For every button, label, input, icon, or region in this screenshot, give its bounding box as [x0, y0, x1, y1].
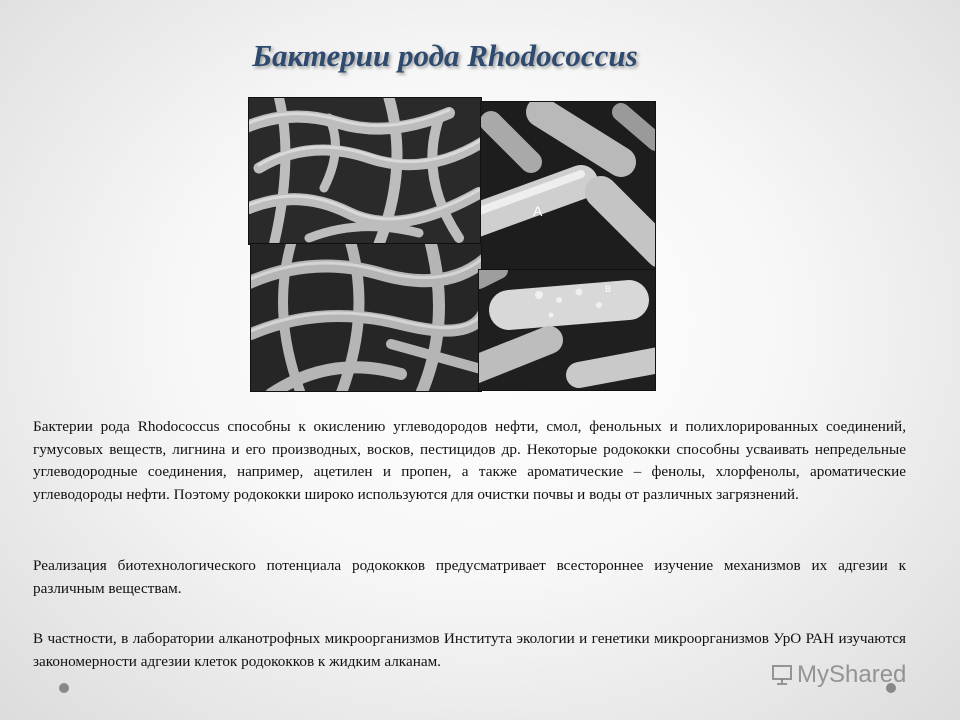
- presentation-icon: [770, 663, 794, 687]
- slide-title: Бактерии рода Rhodococcus: [252, 38, 638, 73]
- micrograph-rods-top-right: [480, 101, 656, 272]
- micrograph-cells-bottom-right: [478, 269, 656, 391]
- watermark: [770, 660, 906, 690]
- paragraph-oxidation: Бактерии рода Rhodococcus способны к окислению углеводородов нефти, смол, фенольных и полихлорированных соединений, гумусовых веществ, лигнина и его производных, восков, пестицидов др. Некоторые родококки способны усваивать непредельные углеводородные соединения, например, ацетилен и пропен, а также ароматические – фенолы, хлорфенолы, ароматические углеводороды нефти. Поэтому родококки широко используются для очистки почвы и воды от различных загрязнений.: [33, 418, 906, 503]
- micrograph-rods-top-left: [248, 97, 482, 245]
- micrograph-rods-bottom-left: [250, 243, 482, 392]
- panel-b-label: B: [605, 284, 612, 294]
- watermark-text: MyShared: [797, 661, 907, 688]
- paragraph-laboratory: В частности, в лаборатории алканотрофных микроорганизмов Института экологии и генетики микроорганизмов УрО РАН изучаются закономерности адгезии клеток родококков к жидким алканам.: [33, 630, 906, 670]
- decorative-dot-left: [59, 683, 69, 693]
- paragraph-biotech-potential: Реализация биотехнологического потенциала родококков предусматривает всестороннее изучение механизмов их адгезии к различным веществам.: [33, 557, 906, 597]
- panel-a-label: A: [533, 203, 543, 219]
